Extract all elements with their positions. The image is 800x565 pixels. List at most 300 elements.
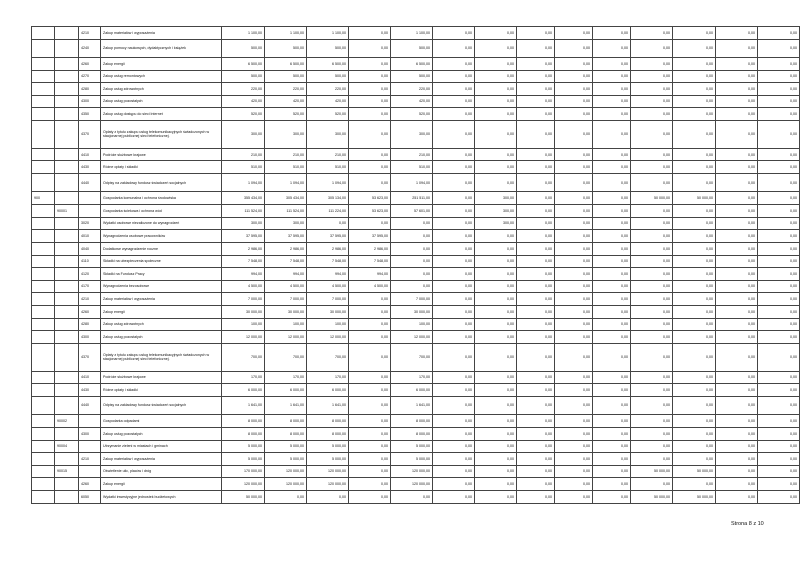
cell-tresc: Zakup energii xyxy=(101,306,222,319)
cell-paragraf: 4010 xyxy=(79,230,101,243)
cell-value: 30 000,00 xyxy=(265,306,307,319)
cell-value: 0,00 xyxy=(433,205,475,218)
cell-value: 0,00 xyxy=(475,465,517,478)
cell-value: 0,00 xyxy=(716,70,758,83)
cell-value: 0,00 xyxy=(517,306,555,319)
cell-value: 0,00 xyxy=(716,415,758,428)
cell-value: 0,00 xyxy=(593,174,631,192)
cell-value: 2 986,00 xyxy=(265,242,307,255)
cell-value: 0,00 xyxy=(349,440,391,453)
table-row xyxy=(32,491,800,504)
cell-value: 50 000,00 xyxy=(673,491,716,504)
cell-value: 0,00 xyxy=(631,343,673,371)
cell-paragraf xyxy=(79,192,101,205)
cell-value: 0,00 xyxy=(673,161,716,174)
cell-value: 0,00 xyxy=(475,280,517,293)
cell-value: 0,00 xyxy=(555,427,593,440)
cell-value: 0,00 xyxy=(716,192,758,205)
cell-value: 0,00 xyxy=(433,396,475,414)
cell-value: 6 000,00 xyxy=(265,384,307,397)
table-row xyxy=(32,174,800,192)
cell-value: 0,00 xyxy=(758,174,800,192)
cell-value: 0,00 xyxy=(433,371,475,384)
table-row xyxy=(32,396,800,414)
cell-value: 0,00 xyxy=(475,306,517,319)
cell-value: 0,00 xyxy=(555,343,593,371)
cell-value: 0,00 xyxy=(716,108,758,121)
cell-value: 0,00 xyxy=(631,83,673,96)
cell-value: 0,00 xyxy=(391,217,433,230)
cell-value: 0,00 xyxy=(475,108,517,121)
cell-value: 6 500,00 xyxy=(307,57,349,70)
cell-value: 0,00 xyxy=(758,465,800,478)
cell-dzial xyxy=(32,331,55,344)
cell-value: 12 000,00 xyxy=(265,331,307,344)
cell-value: 50 000,00 xyxy=(673,465,716,478)
cell-value: 0,00 xyxy=(475,148,517,161)
cell-value: 0,00 xyxy=(517,384,555,397)
cell-paragraf xyxy=(79,465,101,478)
cell-value: 0,00 xyxy=(716,306,758,319)
cell-value: 37 595,00 xyxy=(307,230,349,243)
cell-value: 4 500,00 xyxy=(349,280,391,293)
cell-value: 0,00 xyxy=(631,293,673,306)
cell-tresc: Wynagrodzenia bezosobowe xyxy=(101,280,222,293)
cell-value: 0,00 xyxy=(673,217,716,230)
cell-dzial xyxy=(32,95,55,108)
cell-value: 0,00 xyxy=(758,217,800,230)
cell-value: 0,00 xyxy=(517,242,555,255)
cell-value: 0,00 xyxy=(517,39,555,57)
cell-dzial xyxy=(32,384,55,397)
cell-value: 0,00 xyxy=(433,27,475,40)
cell-value: 0,00 xyxy=(349,318,391,331)
cell-dzial: 900 xyxy=(32,192,55,205)
cell-value: 0,00 xyxy=(349,331,391,344)
cell-value: 120 000,00 xyxy=(222,478,265,491)
cell-value: 0,00 xyxy=(475,453,517,466)
cell-rozdzial xyxy=(55,293,79,306)
cell-value: 0,00 xyxy=(555,121,593,149)
cell-rozdzial xyxy=(55,57,79,70)
cell-dzial xyxy=(32,268,55,281)
cell-value: 100,00 xyxy=(222,318,265,331)
cell-value: 0,00 xyxy=(631,318,673,331)
cell-value: 700,00 xyxy=(222,343,265,371)
cell-value: 0,00 xyxy=(593,242,631,255)
cell-paragraf: 4260 xyxy=(79,306,101,319)
cell-value: 6 500,00 xyxy=(265,57,307,70)
cell-value: 0,00 xyxy=(673,478,716,491)
cell-value: 0,00 xyxy=(349,478,391,491)
cell-rozdzial xyxy=(55,280,79,293)
cell-value: 0,00 xyxy=(716,491,758,504)
cell-value: 0,00 xyxy=(593,192,631,205)
cell-value: 0,00 xyxy=(716,148,758,161)
cell-value: 0,00 xyxy=(475,491,517,504)
cell-value: 0,00 xyxy=(433,230,475,243)
cell-paragraf: 4210 xyxy=(79,293,101,306)
cell-value: 0,00 xyxy=(475,478,517,491)
cell-dzial xyxy=(32,293,55,306)
cell-value: 0,00 xyxy=(475,384,517,397)
cell-value: 0,00 xyxy=(673,384,716,397)
cell-value: 520,00 xyxy=(391,108,433,121)
cell-value: 0,00 xyxy=(433,384,475,397)
cell-tresc: Zakup usług pozostałych xyxy=(101,331,222,344)
table-row xyxy=(32,343,800,371)
cell-value: 1 641,00 xyxy=(265,396,307,414)
cell-value: 0,00 xyxy=(716,217,758,230)
cell-value: 0,00 xyxy=(716,39,758,57)
cell-value: 0,00 xyxy=(517,280,555,293)
cell-value: 0,00 xyxy=(716,293,758,306)
cell-value: 0,00 xyxy=(433,108,475,121)
cell-value: 0,00 xyxy=(433,440,475,453)
cell-value: 0,00 xyxy=(555,384,593,397)
cell-value: 0,00 xyxy=(517,318,555,331)
cell-value: 50 000,00 xyxy=(631,192,673,205)
cell-value: 0,00 xyxy=(716,280,758,293)
cell-value: 0,00 xyxy=(716,318,758,331)
cell-value: 7 000,00 xyxy=(222,293,265,306)
cell-value: 0,00 xyxy=(716,57,758,70)
cell-value: 300,00 xyxy=(475,217,517,230)
cell-value: 0,00 xyxy=(555,306,593,319)
cell-value: 0,00 xyxy=(673,39,716,57)
cell-value: 0,00 xyxy=(716,343,758,371)
cell-rozdzial xyxy=(55,148,79,161)
cell-rozdzial: 90015 xyxy=(55,465,79,478)
cell-value: 0,00 xyxy=(673,57,716,70)
cell-value: 1 094,00 xyxy=(265,174,307,192)
cell-value: 37 595,00 xyxy=(222,230,265,243)
cell-value: 0,00 xyxy=(593,95,631,108)
table-row xyxy=(32,161,800,174)
cell-value: 0,00 xyxy=(475,174,517,192)
cell-value: 300,00 xyxy=(307,121,349,149)
cell-value: 0,00 xyxy=(593,415,631,428)
cell-value: 5 000,00 xyxy=(307,453,349,466)
cell-value: 0,00 xyxy=(716,453,758,466)
cell-value: 0,00 xyxy=(593,83,631,96)
cell-value: 0,00 xyxy=(631,95,673,108)
cell-value: 0,00 xyxy=(758,192,800,205)
cell-value: 0,00 xyxy=(555,255,593,268)
cell-value: 53 623,00 xyxy=(349,205,391,218)
cell-value: 0,00 xyxy=(349,396,391,414)
cell-value: 0,00 xyxy=(555,95,593,108)
cell-value: 7 000,00 xyxy=(265,293,307,306)
cell-paragraf: 4370 xyxy=(79,343,101,371)
cell-value: 0,00 xyxy=(593,57,631,70)
cell-paragraf: 4040 xyxy=(79,242,101,255)
table-row xyxy=(32,57,800,70)
cell-value: 7 000,00 xyxy=(307,293,349,306)
cell-value: 0,00 xyxy=(475,268,517,281)
cell-value: 0,00 xyxy=(716,95,758,108)
cell-value: 994,00 xyxy=(222,268,265,281)
cell-value: 0,00 xyxy=(593,384,631,397)
cell-value: 0,00 xyxy=(673,27,716,40)
table-row xyxy=(32,205,800,218)
cell-value: 0,00 xyxy=(349,108,391,121)
cell-dzial xyxy=(32,371,55,384)
cell-value: 0,00 xyxy=(758,331,800,344)
cell-value: 500,00 xyxy=(222,39,265,57)
cell-tresc: Składki na Fundusz Pracy xyxy=(101,268,222,281)
cell-value: 1 094,00 xyxy=(391,174,433,192)
cell-value: 0,00 xyxy=(673,70,716,83)
cell-value: 0,00 xyxy=(716,83,758,96)
cell-value: 0,00 xyxy=(593,465,631,478)
cell-value: 8 000,00 xyxy=(265,427,307,440)
cell-value: 0,00 xyxy=(433,242,475,255)
cell-rozdzial xyxy=(55,331,79,344)
cell-value: 0,00 xyxy=(758,108,800,121)
cell-value: 0,00 xyxy=(631,70,673,83)
cell-value: 100,00 xyxy=(265,318,307,331)
cell-value: 0,00 xyxy=(349,174,391,192)
cell-value: 0,00 xyxy=(433,217,475,230)
cell-value: 0,00 xyxy=(433,174,475,192)
cell-value: 7 000,00 xyxy=(391,293,433,306)
cell-value: 0,00 xyxy=(758,268,800,281)
cell-value: 0,00 xyxy=(475,343,517,371)
cell-value: 0,00 xyxy=(517,27,555,40)
cell-value: 2 986,00 xyxy=(307,242,349,255)
cell-value: 50 000,00 xyxy=(631,465,673,478)
cell-tresc: Zakup materiałów i wyposażenia xyxy=(101,453,222,466)
cell-value: 0,00 xyxy=(349,217,391,230)
cell-tresc: Zakup usług zdrowotnych xyxy=(101,318,222,331)
table-row xyxy=(32,192,800,205)
cell-value: 0,00 xyxy=(593,121,631,149)
cell-value: 0,00 xyxy=(758,371,800,384)
cell-value: 251 511,00 xyxy=(391,192,433,205)
cell-dzial xyxy=(32,205,55,218)
cell-value: 0,00 xyxy=(517,331,555,344)
cell-value: 0,00 xyxy=(631,230,673,243)
cell-tresc: Zakup usług pozostałych xyxy=(101,95,222,108)
cell-value: 0,00 xyxy=(433,427,475,440)
cell-value: 0,00 xyxy=(475,230,517,243)
cell-value: 0,00 xyxy=(758,306,800,319)
table-row xyxy=(32,384,800,397)
cell-value: 0,00 xyxy=(433,148,475,161)
cell-value: 0,00 xyxy=(433,268,475,281)
cell-value: 0,00 xyxy=(555,293,593,306)
cell-value: 0,00 xyxy=(555,148,593,161)
cell-value: 0,00 xyxy=(716,440,758,453)
cell-paragraf: 4370 xyxy=(79,121,101,149)
cell-value: 0,00 xyxy=(475,39,517,57)
cell-paragraf: 3020 xyxy=(79,217,101,230)
cell-value: 0,00 xyxy=(673,230,716,243)
cell-value: 5 000,00 xyxy=(265,453,307,466)
cell-value: 0,00 xyxy=(716,396,758,414)
cell-value: 0,00 xyxy=(631,255,673,268)
cell-value: 5 000,00 xyxy=(265,440,307,453)
cell-value: 5 000,00 xyxy=(222,440,265,453)
cell-value: 0,00 xyxy=(433,83,475,96)
cell-value: 7 548,00 xyxy=(222,255,265,268)
table-row xyxy=(32,39,800,57)
cell-value: 700,00 xyxy=(307,343,349,371)
cell-value: 0,00 xyxy=(555,465,593,478)
cell-value: 0,00 xyxy=(593,478,631,491)
cell-dzial xyxy=(32,306,55,319)
cell-value: 994,00 xyxy=(265,268,307,281)
cell-value: 0,00 xyxy=(517,478,555,491)
cell-value: 0,00 xyxy=(716,242,758,255)
table-row xyxy=(32,268,800,281)
cell-value: 0,00 xyxy=(433,306,475,319)
cell-value: 0,00 xyxy=(349,491,391,504)
cell-value: 0,00 xyxy=(391,280,433,293)
cell-value: 0,00 xyxy=(555,192,593,205)
cell-value: 0,00 xyxy=(555,318,593,331)
cell-tresc: Zakup energii xyxy=(101,57,222,70)
cell-value: 0,00 xyxy=(555,70,593,83)
cell-tresc: Odpisy na zakładowy fundusz świadczeń socjalnych xyxy=(101,396,222,414)
cell-value: 0,00 xyxy=(349,293,391,306)
cell-value: 30 000,00 xyxy=(307,306,349,319)
cell-dzial xyxy=(32,280,55,293)
cell-value: 0,00 xyxy=(433,280,475,293)
cell-value: 0,00 xyxy=(517,427,555,440)
cell-value: 5 000,00 xyxy=(391,440,433,453)
cell-value: 50 000,00 xyxy=(673,192,716,205)
cell-value: 300,00 xyxy=(475,192,517,205)
cell-value: 0,00 xyxy=(593,205,631,218)
cell-dzial xyxy=(32,83,55,96)
cell-value: 120 000,00 xyxy=(265,478,307,491)
cell-value: 120 000,00 xyxy=(307,478,349,491)
table-row xyxy=(32,83,800,96)
cell-value: 500,00 xyxy=(265,70,307,83)
cell-value: 0,00 xyxy=(433,453,475,466)
cell-value: 111 524,00 xyxy=(265,205,307,218)
cell-value: 0,00 xyxy=(673,205,716,218)
cell-value: 0,00 xyxy=(631,108,673,121)
cell-value: 100,00 xyxy=(391,318,433,331)
cell-value: 0,00 xyxy=(673,331,716,344)
cell-paragraf: 4260 xyxy=(79,478,101,491)
cell-value: 0,00 xyxy=(758,57,800,70)
cell-value: 0,00 xyxy=(349,70,391,83)
cell-value: 0,00 xyxy=(593,70,631,83)
cell-value: 0,00 xyxy=(517,108,555,121)
cell-value: 0,00 xyxy=(758,242,800,255)
cell-value: 30 000,00 xyxy=(222,306,265,319)
cell-value: 0,00 xyxy=(475,83,517,96)
cell-tresc: Zakup usług zdrowotnych xyxy=(101,83,222,96)
cell-value: 1 100,00 xyxy=(265,27,307,40)
cell-dzial xyxy=(32,440,55,453)
table-row xyxy=(32,318,800,331)
cell-value: 0,00 xyxy=(716,205,758,218)
cell-value: 0,00 xyxy=(555,478,593,491)
cell-value: 8 000,00 xyxy=(307,427,349,440)
cell-value: 4 500,00 xyxy=(307,280,349,293)
cell-rozdzial xyxy=(55,343,79,371)
cell-value: 0,00 xyxy=(517,371,555,384)
table-row xyxy=(32,465,800,478)
cell-value: 0,00 xyxy=(433,161,475,174)
cell-value: 0,00 xyxy=(673,280,716,293)
cell-rozdzial xyxy=(55,217,79,230)
cell-value: 0,00 xyxy=(433,121,475,149)
cell-dzial xyxy=(32,343,55,371)
cell-paragraf: 4440 xyxy=(79,174,101,192)
cell-tresc: Wydatki inwestycyjne jednostek budżetowych xyxy=(101,491,222,504)
cell-tresc: Utrzymanie zieleni w miastach i gminach xyxy=(101,440,222,453)
cell-rozdzial: 90004 xyxy=(55,440,79,453)
cell-value: 0,00 xyxy=(593,39,631,57)
cell-dzial xyxy=(32,27,55,40)
cell-value: 700,00 xyxy=(265,343,307,371)
cell-value: 994,00 xyxy=(307,268,349,281)
cell-value: 0,00 xyxy=(593,27,631,40)
cell-dzial xyxy=(32,217,55,230)
cell-value: 0,00 xyxy=(716,255,758,268)
cell-value: 53 623,00 xyxy=(349,192,391,205)
table-row xyxy=(32,95,800,108)
cell-dzial xyxy=(32,70,55,83)
cell-value: 0,00 xyxy=(517,121,555,149)
cell-paragraf: 4280 xyxy=(79,83,101,96)
cell-value: 57 601,00 xyxy=(391,205,433,218)
cell-value: 0,00 xyxy=(433,39,475,57)
cell-value: 1 094,00 xyxy=(222,174,265,192)
cell-rozdzial xyxy=(55,371,79,384)
cell-value: 0,00 xyxy=(593,268,631,281)
cell-dzial xyxy=(32,121,55,149)
cell-value: 210,00 xyxy=(391,148,433,161)
cell-paragraf: 4210 xyxy=(79,453,101,466)
cell-value: 0,00 xyxy=(555,27,593,40)
cell-value: 170 000,00 xyxy=(222,465,265,478)
cell-value: 6 000,00 xyxy=(222,384,265,397)
table-row xyxy=(32,427,800,440)
cell-value: 0,00 xyxy=(555,57,593,70)
cell-dzial xyxy=(32,427,55,440)
cell-value: 0,00 xyxy=(517,255,555,268)
cell-value: 0,00 xyxy=(673,318,716,331)
cell-value: 0,00 xyxy=(716,27,758,40)
cell-value: 0,00 xyxy=(716,478,758,491)
cell-dzial xyxy=(32,242,55,255)
cell-dzial xyxy=(32,453,55,466)
cell-value: 700,00 xyxy=(391,343,433,371)
cell-value: 7 548,00 xyxy=(349,255,391,268)
table-row xyxy=(32,70,800,83)
cell-value: 0,00 xyxy=(716,384,758,397)
cell-value: 0,00 xyxy=(673,174,716,192)
cell-rozdzial xyxy=(55,70,79,83)
cell-rozdzial xyxy=(55,396,79,414)
cell-value: 0,00 xyxy=(475,318,517,331)
cell-paragraf: 4410 xyxy=(79,148,101,161)
cell-value: 0,00 xyxy=(758,478,800,491)
cell-paragraf: 4170 xyxy=(79,280,101,293)
cell-value: 0,00 xyxy=(349,57,391,70)
cell-value: 0,00 xyxy=(433,491,475,504)
cell-value: 0,00 xyxy=(631,121,673,149)
cell-paragraf: 4260 xyxy=(79,57,101,70)
cell-value: 0,00 xyxy=(555,174,593,192)
